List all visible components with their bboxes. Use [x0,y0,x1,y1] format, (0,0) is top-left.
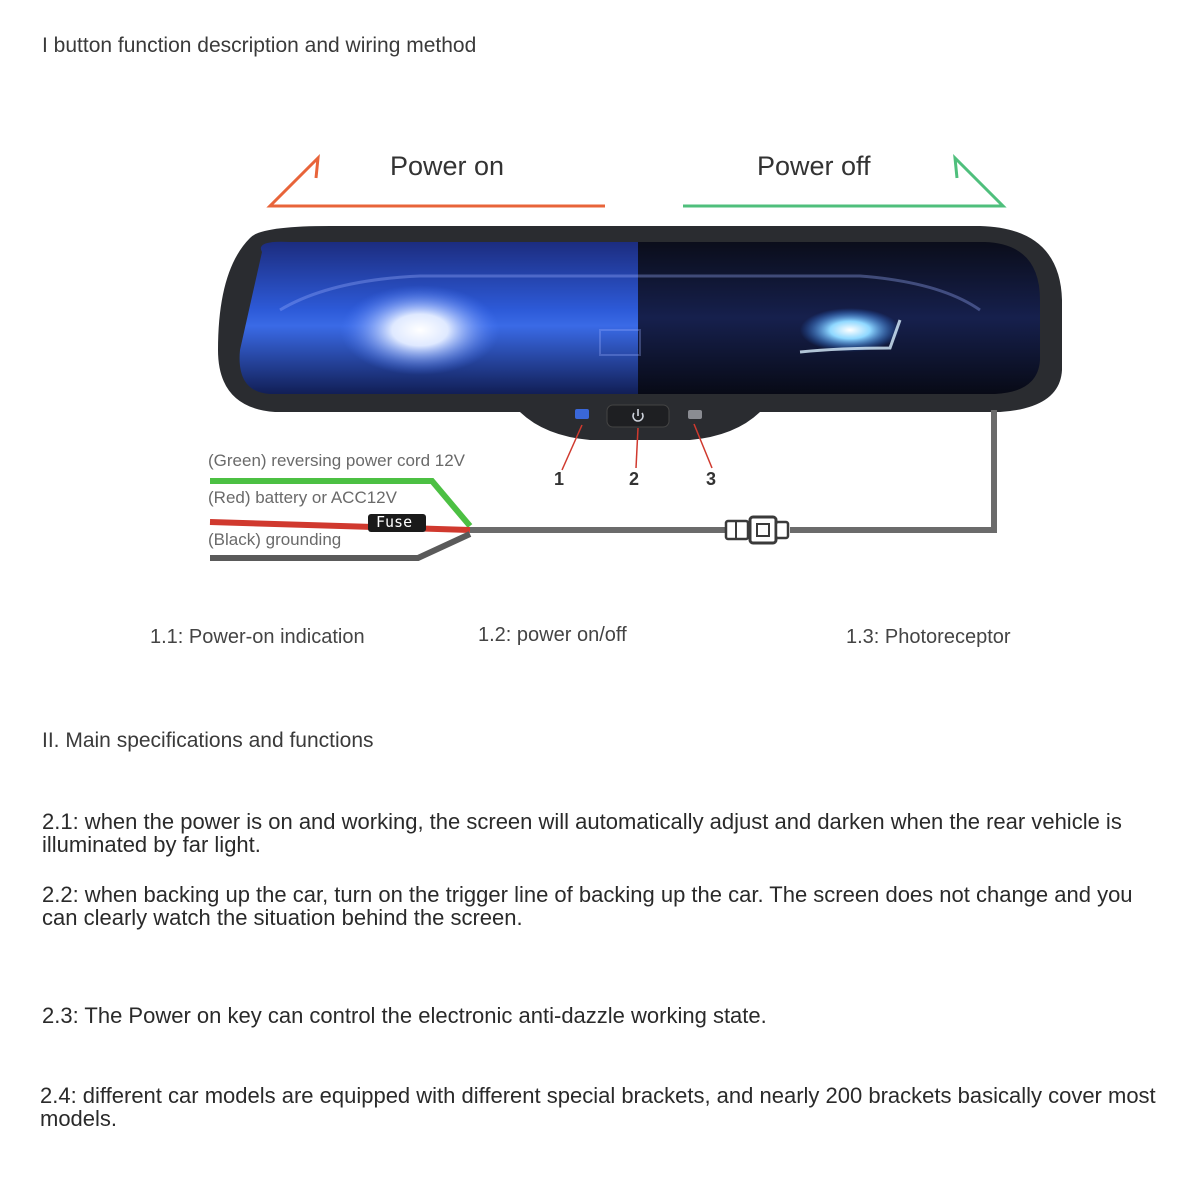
caption-power-on-indication: 1.1: Power-on indication [150,626,365,648]
caption-photoreceptor: 1.3: Photoreceptor [846,626,1011,648]
cable-to-mirror [790,410,994,530]
fuse-label: Fuse [376,513,413,531]
callout-1: 1 [554,469,565,489]
section1-title: I button function description and wiring method [42,34,477,57]
wire-black-label: (Black) grounding [208,530,342,549]
photoreceptor-sensor [688,410,702,419]
section2-title: II. Main specifications and functions [42,729,374,752]
spec-item: 2.4: different car models are equipped with different special brackets, and nearly 200 brackets basically cover most models. [40,1083,1156,1131]
mirror-screen [230,238,1048,398]
cable-connector [726,517,788,543]
callout-2: 2 [629,469,640,489]
spec-item: 2.2: when backing up the car, turn on the trigger line of backing up the car. The screen does not change and you can clearly watch the situation behind the screen. [42,882,1133,930]
power-indicator-led [575,409,589,419]
spec-item: 2.1: when the power is on and working, the screen will automatically adjust and darken when the rear vehicle is illuminated by far light. [42,809,1122,857]
wire-green-label: (Green) reversing power cord 12V [208,451,466,470]
power-off-label: Power off [757,151,871,181]
callout-3: 3 [706,469,717,489]
caption-power-on-off: 1.2: power on/off [478,624,627,646]
wire-red [210,522,470,530]
power-on-label: Power on [390,151,505,181]
wire-red-label: (Red) battery or ACC12V [208,488,397,507]
spec-item: 2.3: The Power on key can control the electronic anti-dazzle working state. [42,1003,767,1028]
